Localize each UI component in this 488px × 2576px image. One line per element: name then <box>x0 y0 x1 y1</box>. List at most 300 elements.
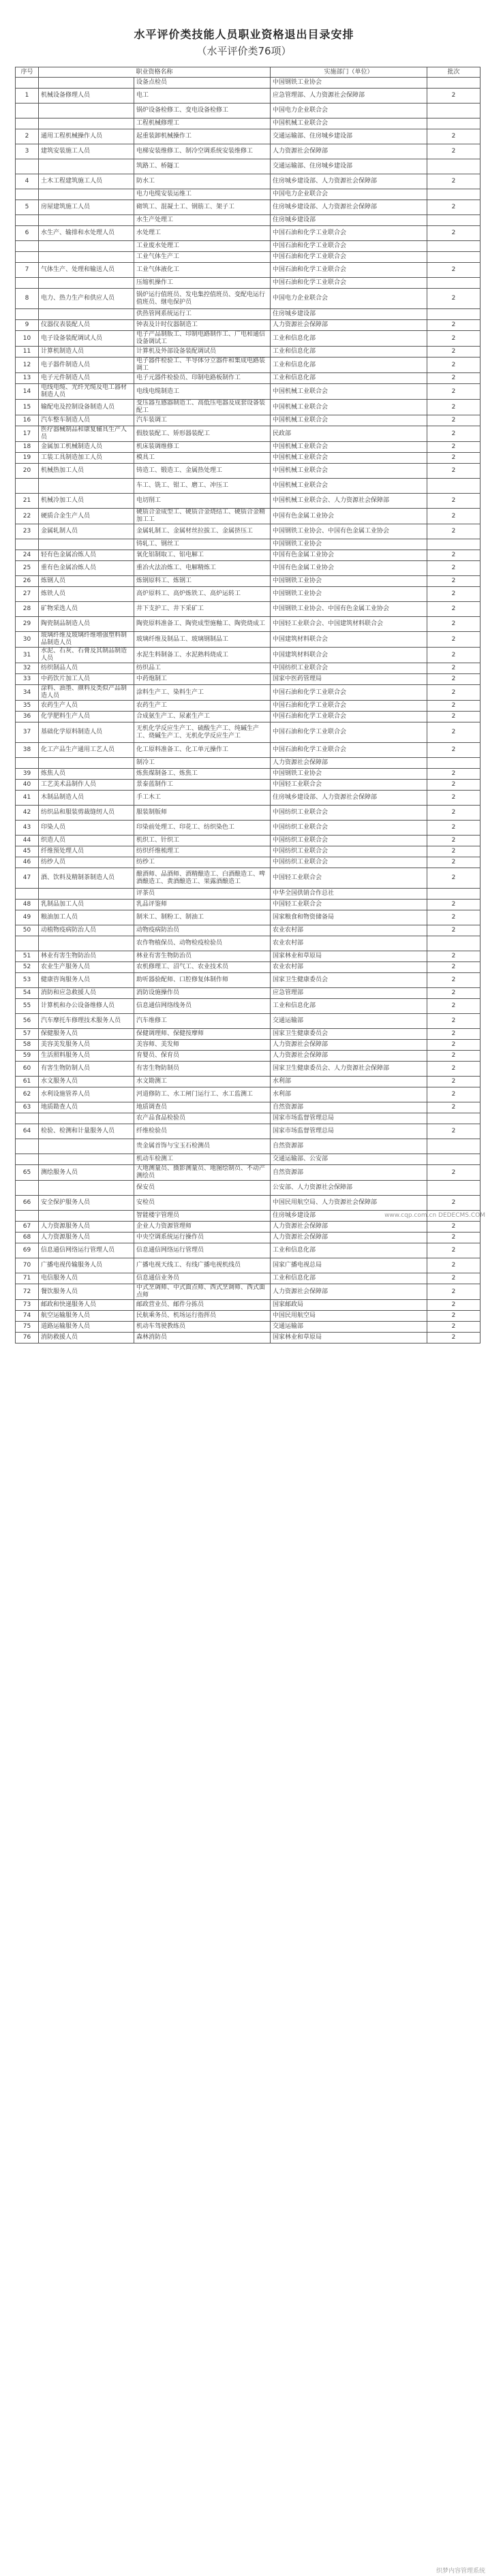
cell-type: 水泥生料制备工、水泥熟料烧成工 <box>134 648 271 663</box>
cell-no: 56 <box>16 1014 39 1029</box>
table-row <box>16 1154 481 1165</box>
cell-type: 纺织纤维梳理工 <box>134 846 271 857</box>
cell-occupation: 木制品制造人员 <box>39 791 134 806</box>
cell-department: 中国建筑材料联合会 <box>271 648 427 663</box>
table-row <box>16 806 481 821</box>
cell-no <box>16 278 39 289</box>
table-row <box>16 442 481 453</box>
cell-no <box>16 118 39 129</box>
cell-no: 16 <box>16 415 39 426</box>
cell-department: 国家广播电视总局 <box>271 1258 427 1273</box>
table-row <box>16 320 481 331</box>
cell-department: 工业和信息化部 <box>271 373 427 384</box>
cell-no: 30 <box>16 632 39 648</box>
cell-department: 农业农村部 <box>271 936 427 951</box>
cell-type: 广播电视天线工、有线广播电视机线员 <box>134 1258 271 1273</box>
cell-department: 中国钢铁工业协会 <box>271 587 427 602</box>
cell-no <box>16 159 39 174</box>
cell-type: 服装制版师 <box>134 806 271 821</box>
cell-occupation <box>39 104 134 118</box>
cell-batch: 2 <box>427 373 481 384</box>
table-row <box>16 701 481 712</box>
cell-type: 高炉原料工、高炉炼铁工、高炉运转工 <box>134 587 271 602</box>
cell-department: 中华全国供销合作总社 <box>271 889 427 900</box>
cell-batch <box>427 278 481 289</box>
cell-no: 23 <box>16 524 39 539</box>
table-row <box>16 868 481 889</box>
table-row <box>16 1102 481 1113</box>
cell-batch: 2 <box>427 836 481 846</box>
header-dept: 实施部门（单位） <box>271 67 427 78</box>
table-row <box>16 648 481 663</box>
cell-occupation: 重有色金属冶炼人员 <box>39 561 134 576</box>
table-row <box>16 89 481 104</box>
cell-batch <box>427 189 481 200</box>
table-row <box>16 453 481 464</box>
cell-occupation: 炼焦人员 <box>39 769 134 780</box>
cell-department: 民政部 <box>271 426 427 442</box>
cell-batch: 2 <box>427 576 481 587</box>
cell-occupation: 广播电视传输服务人员 <box>39 1258 134 1273</box>
cell-no: 64 <box>16 1124 39 1139</box>
table-row <box>16 1311 481 1322</box>
table-row <box>16 1243 481 1258</box>
cell-occupation: 涂料、油墨、颜料及类似产品制造人员 <box>39 685 134 701</box>
cell-occupation: 气体生产、处理和输送人员 <box>39 263 134 278</box>
cell-type: 工程机械修理工 <box>134 118 271 129</box>
cell-batch: 2 <box>427 400 481 415</box>
cell-department: 国家市场监督管理总局 <box>271 1124 427 1139</box>
table-row <box>16 900 481 910</box>
cell-occupation: 轻有色金属冶炼人员 <box>39 550 134 561</box>
cell-department: 中国电力企业联合会 <box>271 104 427 118</box>
table-row <box>16 758 481 769</box>
cell-no <box>16 889 39 900</box>
cell-no: 71 <box>16 1273 39 1284</box>
watermark-footer: 织梦内容管理系统 <box>436 2568 485 2575</box>
cell-batch: 2 <box>427 174 481 189</box>
table-row <box>16 415 481 426</box>
cell-department: 中国纺织工业联合会 <box>271 663 427 674</box>
table-row <box>16 973 481 988</box>
cell-occupation <box>39 758 134 769</box>
cell-type: 农作物植保员、动物检疫检验员 <box>134 936 271 951</box>
cell-department: 国家卫生健康委员会 <box>271 973 427 988</box>
cell-occupation: 林业有害生物防治员 <box>39 951 134 962</box>
cell-occupation: 美容美发服务人员 <box>39 1040 134 1051</box>
cell-department: 中国钢铁工业协会 <box>271 78 427 89</box>
cell-no <box>16 539 39 550</box>
cell-department: 交通运输部、住房城乡建设部 <box>271 129 427 144</box>
cell-no: 26 <box>16 576 39 587</box>
table-row <box>16 104 481 118</box>
cell-no: 34 <box>16 685 39 701</box>
cell-no: 29 <box>16 617 39 632</box>
cell-occupation: 化工产品生产通用工艺人员 <box>39 743 134 758</box>
cell-no: 69 <box>16 1243 39 1258</box>
table-row <box>16 674 481 685</box>
cell-type: 炼焦煤制备工、炼焦工 <box>134 769 271 780</box>
cell-no: 9 <box>16 320 39 331</box>
cell-type: 重冶火法冶炼工、电解精炼工 <box>134 561 271 576</box>
cell-no: 42 <box>16 806 39 821</box>
cell-department: 应急管理部 <box>271 988 427 999</box>
cell-type: 化工原料准备工、化工单元操作工 <box>134 743 271 758</box>
cell-occupation <box>39 1154 134 1165</box>
cell-occupation: 土木工程建筑施工人员 <box>39 174 134 189</box>
cell-no: 59 <box>16 1051 39 1062</box>
cell-type: 纤维检验员 <box>134 1124 271 1139</box>
cell-type: 假肢装配工、矫形器装配工 <box>134 426 271 442</box>
cell-occupation: 计算机和办公设备维修人员 <box>39 999 134 1014</box>
cell-batch <box>427 1139 481 1154</box>
cell-occupation: 仪器仪表装配人员 <box>39 320 134 331</box>
table-row <box>16 780 481 791</box>
cell-department: 交通运输部、公安部 <box>271 1154 427 1165</box>
cell-batch: 2 <box>427 1062 481 1077</box>
cell-occupation: 粮油加工人员 <box>39 910 134 925</box>
cell-occupation <box>39 479 134 494</box>
cell-batch: 2 <box>427 464 481 479</box>
cell-department: 国家中医药管理局 <box>271 674 427 685</box>
cell-batch: 2 <box>427 1284 481 1300</box>
cell-no: 58 <box>16 1040 39 1051</box>
cell-type: 涂料生产工、染料生产工 <box>134 685 271 701</box>
cell-occupation: 餐饮服务人员 <box>39 1284 134 1300</box>
cell-department: 中国纺织工业联合会 <box>271 836 427 846</box>
cell-type: 汽车装调工 <box>134 415 271 426</box>
cell-occupation: 水文服务人员 <box>39 1077 134 1087</box>
cell-batch: 2 <box>427 1029 481 1040</box>
cell-type: 大地测量员、摄影测量员、地图绘制员、不动产测绘员 <box>134 1165 271 1181</box>
cell-batch: 2 <box>427 1233 481 1243</box>
table-row <box>16 189 481 200</box>
cell-department: 工业和信息化部 <box>271 999 427 1014</box>
cell-department: 中国有色金属工业协会 <box>271 561 427 576</box>
cell-department: 工业和信息化部 <box>271 357 427 373</box>
cell-type: 制冷工 <box>134 758 271 769</box>
cell-batch: 2 <box>427 769 481 780</box>
table-row <box>16 550 481 561</box>
cell-no: 37 <box>16 722 39 743</box>
table-row <box>16 1165 481 1181</box>
cell-batch <box>427 118 481 129</box>
table-row <box>16 821 481 836</box>
cell-occupation: 机械热加工人员 <box>39 464 134 479</box>
cell-batch: 2 <box>427 357 481 373</box>
table-row <box>16 426 481 442</box>
cell-batch: 2 <box>427 857 481 868</box>
cell-no: 53 <box>16 973 39 988</box>
table-row <box>16 1014 481 1029</box>
cell-batch: 2 <box>427 384 481 400</box>
cell-occupation <box>39 539 134 550</box>
cell-occupation: 人力资源服务人员 <box>39 1233 134 1243</box>
cell-type: 玻璃纤维及制品工、玻璃钢制品工 <box>134 632 271 648</box>
cell-occupation: 消防和应急救援人员 <box>39 988 134 999</box>
cell-no <box>16 1113 39 1124</box>
cell-no: 14 <box>16 384 39 400</box>
cell-department: 自然资源部 <box>271 1165 427 1181</box>
cell-no: 11 <box>16 347 39 357</box>
cell-department: 中国轻工业联合会 <box>271 868 427 889</box>
table-row <box>16 663 481 674</box>
cell-type: 助听器验配师、口腔修复体制作师 <box>134 973 271 988</box>
cell-department: 中国纺织工业联合会 <box>271 846 427 857</box>
cell-batch: 2 <box>427 289 481 309</box>
cell-occupation: 计算机制造人员 <box>39 347 134 357</box>
cell-type: 水处理工 <box>134 226 271 241</box>
cell-batch: 2 <box>427 1243 481 1258</box>
cell-batch: 2 <box>427 331 481 347</box>
cell-department: 交通运输部、住房城乡建设部 <box>271 159 427 174</box>
cell-no: 55 <box>16 999 39 1014</box>
table-row <box>16 1300 481 1311</box>
cell-no: 57 <box>16 1029 39 1040</box>
cell-department: 中国石油和化学工业联合会 <box>271 685 427 701</box>
cell-occupation: 电线电缆、光纤光缆及电工器材制造人员 <box>39 384 134 400</box>
cell-type: 电线电缆制造工 <box>134 384 271 400</box>
cell-type: 机动车驾驶教练员 <box>134 1322 271 1333</box>
cell-no: 2 <box>16 129 39 144</box>
table-row <box>16 309 481 320</box>
cell-batch <box>427 1181 481 1196</box>
table-row <box>16 576 481 587</box>
cell-no: 36 <box>16 712 39 722</box>
table-row <box>16 118 481 129</box>
cell-department: 中国钢铁工业协会 <box>271 539 427 550</box>
cell-no <box>16 78 39 89</box>
cell-occupation: 医疗器械制品和康复辅具生产人员 <box>39 426 134 442</box>
cell-department: 中国有色金属工业协会 <box>271 550 427 561</box>
cell-occupation: 农业生产服务人员 <box>39 962 134 973</box>
cell-type: 变压器互感器制造工、高低压电器及成套设备装配工 <box>134 400 271 415</box>
cell-occupation: 汽车整车制造人员 <box>39 415 134 426</box>
cell-batch: 2 <box>427 821 481 836</box>
cell-department: 国家卫生健康委员会、人力资源社会保障部 <box>271 1062 427 1077</box>
cell-batch: 2 <box>427 617 481 632</box>
cell-department: 国家林业和草原局 <box>271 1333 427 1343</box>
cell-no: 3 <box>16 144 39 159</box>
table-row <box>16 910 481 925</box>
cell-type: 铸造工、锻造工、金属热处理工 <box>134 464 271 479</box>
cell-type: 机织工、针织工 <box>134 836 271 846</box>
cell-type: 锅炉设备检修工、变电设备检修工 <box>134 104 271 118</box>
cell-occupation: 印染人员 <box>39 821 134 836</box>
cell-department: 公安部、人力资源社会保障部 <box>271 1181 427 1196</box>
cell-department: 国家邮政局 <box>271 1300 427 1311</box>
cell-type: 机动车检测工 <box>134 1154 271 1165</box>
cell-type: 机床装调维修工 <box>134 442 271 453</box>
table-row <box>16 479 481 494</box>
cell-occupation: 电子设备装配调试人员 <box>39 331 134 347</box>
cell-occupation: 硬质合金生产人员 <box>39 509 134 524</box>
header-no: 序号 <box>16 67 39 78</box>
cell-no: 32 <box>16 663 39 674</box>
cell-no: 44 <box>16 836 39 846</box>
cell-batch: 2 <box>427 1077 481 1087</box>
cell-type: 林业有害生物防治员 <box>134 951 271 962</box>
cell-department: 中国轻工业联合会、中国建筑材料联合会 <box>271 617 427 632</box>
cell-no <box>16 252 39 263</box>
cell-batch: 2 <box>427 1087 481 1102</box>
cell-batch: 2 <box>427 973 481 988</box>
cell-department: 自然资源部 <box>271 1102 427 1113</box>
cell-type: 农机修理工、沼气工、农业技术员 <box>134 962 271 973</box>
cell-department: 中国机械工业联合会 <box>271 464 427 479</box>
cell-department: 中国纺织工业联合会 <box>271 821 427 836</box>
cell-batch: 2 <box>427 144 481 159</box>
cell-batch: 2 <box>427 263 481 278</box>
cell-no: 67 <box>16 1222 39 1233</box>
table-row <box>16 769 481 780</box>
table-row <box>16 241 481 252</box>
table-row <box>16 289 481 309</box>
cell-batch: 2 <box>427 550 481 561</box>
page-subtitle: （水平评价类76项） <box>196 45 292 57</box>
cell-batch: 2 <box>427 1165 481 1181</box>
cell-occupation: 乳制品加工人员 <box>39 900 134 910</box>
cell-no: 74 <box>16 1311 39 1322</box>
cell-type: 合成氨生产工、尿素生产工 <box>134 712 271 722</box>
cell-no: 45 <box>16 846 39 857</box>
cell-type: 信息通信业务员 <box>134 1273 271 1284</box>
cell-department: 中国机械工业联合会 <box>271 415 427 426</box>
cell-department: 中国石油和化学工业联合会 <box>271 263 427 278</box>
table-row <box>16 925 481 936</box>
cell-department: 人力资源社会保障部 <box>271 1040 427 1051</box>
cell-batch: 2 <box>427 701 481 712</box>
cell-occupation: 机械冷加工人员 <box>39 494 134 509</box>
cell-batch <box>427 758 481 769</box>
cell-no <box>16 241 39 252</box>
cell-occupation <box>39 1211 134 1222</box>
cell-type: 印染前处理工、印花工、纺织染色工 <box>134 821 271 836</box>
cell-department: 中国有色金属工业协会 <box>271 509 427 524</box>
cell-type: 民航乘务员、机场运行指挥员 <box>134 1311 271 1322</box>
cell-occupation: 酒、饮料及精制茶制造人员 <box>39 868 134 889</box>
cell-batch: 2 <box>427 1258 481 1273</box>
table-row <box>16 252 481 263</box>
cell-batch <box>427 936 481 951</box>
cell-occupation <box>39 309 134 320</box>
cell-batch <box>427 215 481 226</box>
cell-type: 地质调查员 <box>134 1102 271 1113</box>
watermark: www.cqp.com.cn DEDECMS.COM <box>384 1212 485 1219</box>
table-row <box>16 263 481 278</box>
cell-department: 工业和信息化部 <box>271 1243 427 1258</box>
cell-type: 模具工 <box>134 453 271 464</box>
cell-occupation <box>39 278 134 289</box>
cell-occupation: 电信服务人员 <box>39 1273 134 1284</box>
cell-batch: 2 <box>427 951 481 962</box>
cell-department: 住房城乡建设部、人力资源社会保障部 <box>271 174 427 189</box>
cell-type: 防水工 <box>134 174 271 189</box>
cell-type: 计算机及外部设备装配调试员 <box>134 347 271 357</box>
table-row <box>16 1077 481 1087</box>
cell-batch: 2 <box>427 722 481 743</box>
table-row <box>16 743 481 758</box>
cell-batch: 2 <box>427 320 481 331</box>
cell-occupation: 房屋建筑施工人员 <box>39 200 134 215</box>
cell-occupation <box>39 889 134 900</box>
cell-batch: 2 <box>427 962 481 973</box>
cell-batch: 2 <box>427 868 481 889</box>
cell-no: 12 <box>16 357 39 373</box>
cell-department: 人力资源社会保障部 <box>271 144 427 159</box>
cell-department: 中国机械工业联合会 <box>271 118 427 129</box>
table-row <box>16 988 481 999</box>
cell-occupation <box>39 189 134 200</box>
cell-type: 纺纱工 <box>134 857 271 868</box>
cell-department: 国家林业和草原局 <box>271 951 427 962</box>
cell-occupation: 炼铁人员 <box>39 587 134 602</box>
table-row <box>16 1139 481 1154</box>
cell-no: 66 <box>16 1196 39 1211</box>
cell-batch <box>427 1113 481 1124</box>
cell-batch: 2 <box>427 712 481 722</box>
cell-no: 19 <box>16 453 39 464</box>
cell-batch: 2 <box>427 1051 481 1062</box>
cell-department: 国家卫生健康委员会 <box>271 1029 427 1040</box>
cell-occupation: 纤维预处理人员 <box>39 846 134 857</box>
cell-batch <box>427 1154 481 1165</box>
cell-department: 人力资源社会保障部 <box>271 1222 427 1233</box>
cell-department: 中国石油和化学工业联合会 <box>271 722 427 743</box>
table-row <box>16 384 481 400</box>
cell-department: 中国轻工业联合会 <box>271 780 427 791</box>
table-row <box>16 587 481 602</box>
cell-no <box>16 1139 39 1154</box>
table-row <box>16 632 481 648</box>
cell-no: 76 <box>16 1333 39 1343</box>
cell-batch: 2 <box>427 1322 481 1333</box>
cell-batch <box>427 479 481 494</box>
table-row <box>16 1062 481 1077</box>
cell-no: 68 <box>16 1233 39 1243</box>
cell-batch: 2 <box>427 415 481 426</box>
cell-department: 自然资源部 <box>271 1139 427 1154</box>
cell-no <box>16 189 39 200</box>
cell-department: 人力资源社会保障部 <box>271 1233 427 1243</box>
cell-department: 中国机械工业联合会 <box>271 384 427 400</box>
table-row <box>16 1181 481 1196</box>
cell-type: 筑路工、桥隧工 <box>134 159 271 174</box>
cell-batch: 2 <box>427 910 481 925</box>
cell-department: 中国纺织工业联合会 <box>271 857 427 868</box>
cell-batch <box>427 78 481 89</box>
cell-batch: 2 <box>427 900 481 910</box>
table-row <box>16 1040 481 1051</box>
cell-no: 73 <box>16 1300 39 1311</box>
cell-department: 住房城乡建设部 <box>271 309 427 320</box>
cell-occupation <box>39 241 134 252</box>
cell-department: 交通运输部 <box>271 1322 427 1333</box>
cell-no: 17 <box>16 426 39 442</box>
cell-batch: 2 <box>427 347 481 357</box>
cell-type: 电子产品制版工、印制电路制作工、广电和通信设备调试工 <box>134 331 271 347</box>
cell-batch: 2 <box>427 602 481 617</box>
cell-batch: 2 <box>427 791 481 806</box>
table-row <box>16 1196 481 1211</box>
table-row <box>16 509 481 524</box>
cell-type: 消防设施操作员 <box>134 988 271 999</box>
cell-no: 10 <box>16 331 39 347</box>
cell-batch: 2 <box>427 442 481 453</box>
table-row <box>16 962 481 973</box>
cell-department: 工业和信息化部 <box>271 1273 427 1284</box>
table-row <box>16 1051 481 1062</box>
